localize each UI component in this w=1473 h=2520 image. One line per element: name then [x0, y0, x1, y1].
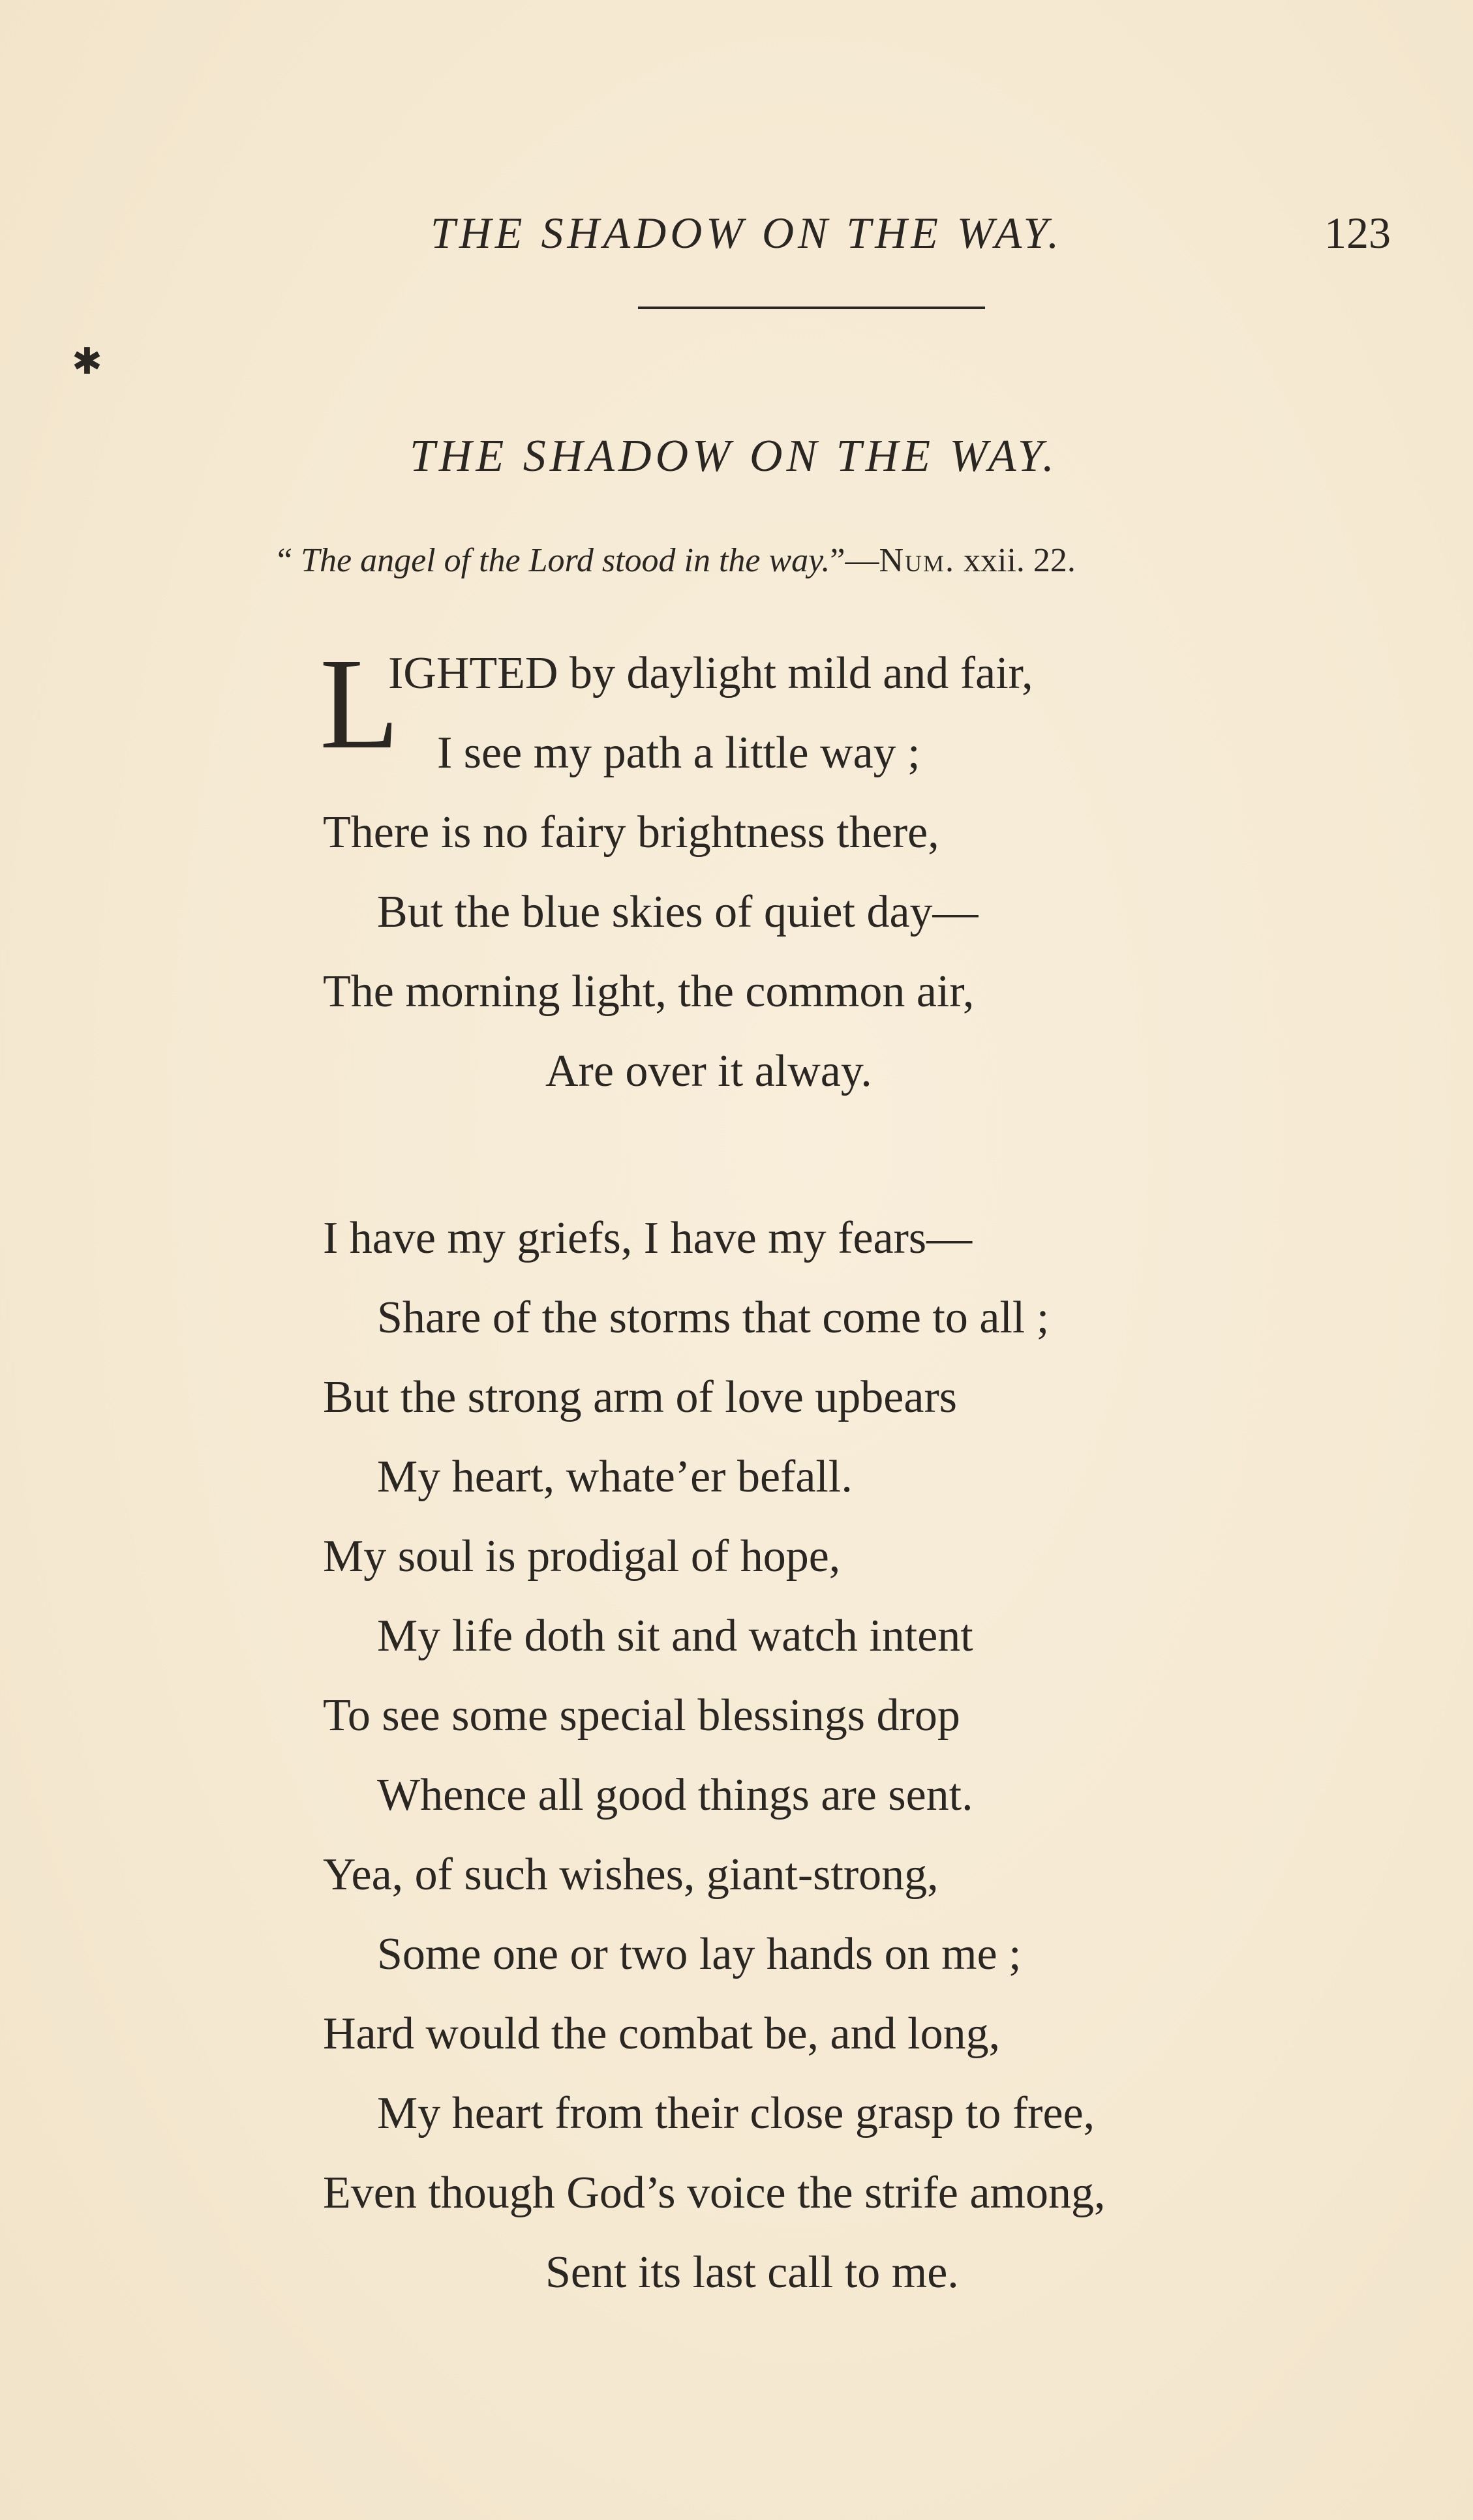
verse-line: Sent its last call to me. [545, 2247, 959, 2298]
ink-mark-icon: ✱ [72, 342, 102, 382]
poem-title: THE SHADOW ON THE WAY. [410, 431, 1058, 481]
running-header-title: THE SHADOW ON THE WAY. [431, 208, 1063, 258]
page-number: 123 [1324, 208, 1391, 258]
verse-line: Share of the storms that come to all ; [377, 1293, 1050, 1343]
verse-line: Hard would the combat be, and long, [323, 2009, 1001, 2059]
epigraph-text: The angel of the Lord stood in the way. [301, 542, 830, 579]
verse-line: Some one or two lay hands on me ; [377, 1929, 1022, 1979]
verse-line: My heart from their close grasp to free, [377, 2088, 1095, 2138]
verse-line: Even though God’s voice the strife among, [323, 2168, 1106, 2218]
verse-line: But the strong arm of love upbears [323, 1372, 958, 1422]
verse-line: But the blue skies of quiet day— [377, 887, 979, 937]
epigraph-verse: xxii. 22. [955, 542, 1076, 579]
verse-line: My heart, whate’er befall. [377, 1452, 853, 1502]
verse-line: Whence all good things are sent. [377, 1770, 973, 1820]
header-rule [638, 307, 985, 309]
verse-line: The morning light, the common air, [323, 967, 975, 1017]
verse-line: IGHTED by daylight mild and fair, [388, 648, 1033, 698]
verse-line: There is no fairy brightness there, [323, 807, 939, 858]
epigraph-close-quote: ” [830, 542, 845, 579]
epigraph-dash: — [845, 542, 879, 579]
verse-line: I see my path a little way ; [437, 728, 920, 778]
verse-line: I have my griefs, I have my fears— [323, 1213, 973, 1263]
verse-line: My soul is prodigal of hope, [323, 1531, 841, 1582]
epigraph-reference: Num. [879, 542, 956, 579]
verse-line: Are over it alway. [545, 1046, 872, 1096]
drop-cap: L [320, 632, 400, 776]
verse-line: My life doth sit and watch intent [377, 1611, 973, 1661]
epigraph [277, 541, 1076, 580]
verse-line: Yea, of such wishes, giant-strong, [323, 1850, 939, 1900]
epigraph-open-quote: “ [277, 542, 293, 579]
verse-line: To see some special blessings drop [323, 1690, 960, 1741]
